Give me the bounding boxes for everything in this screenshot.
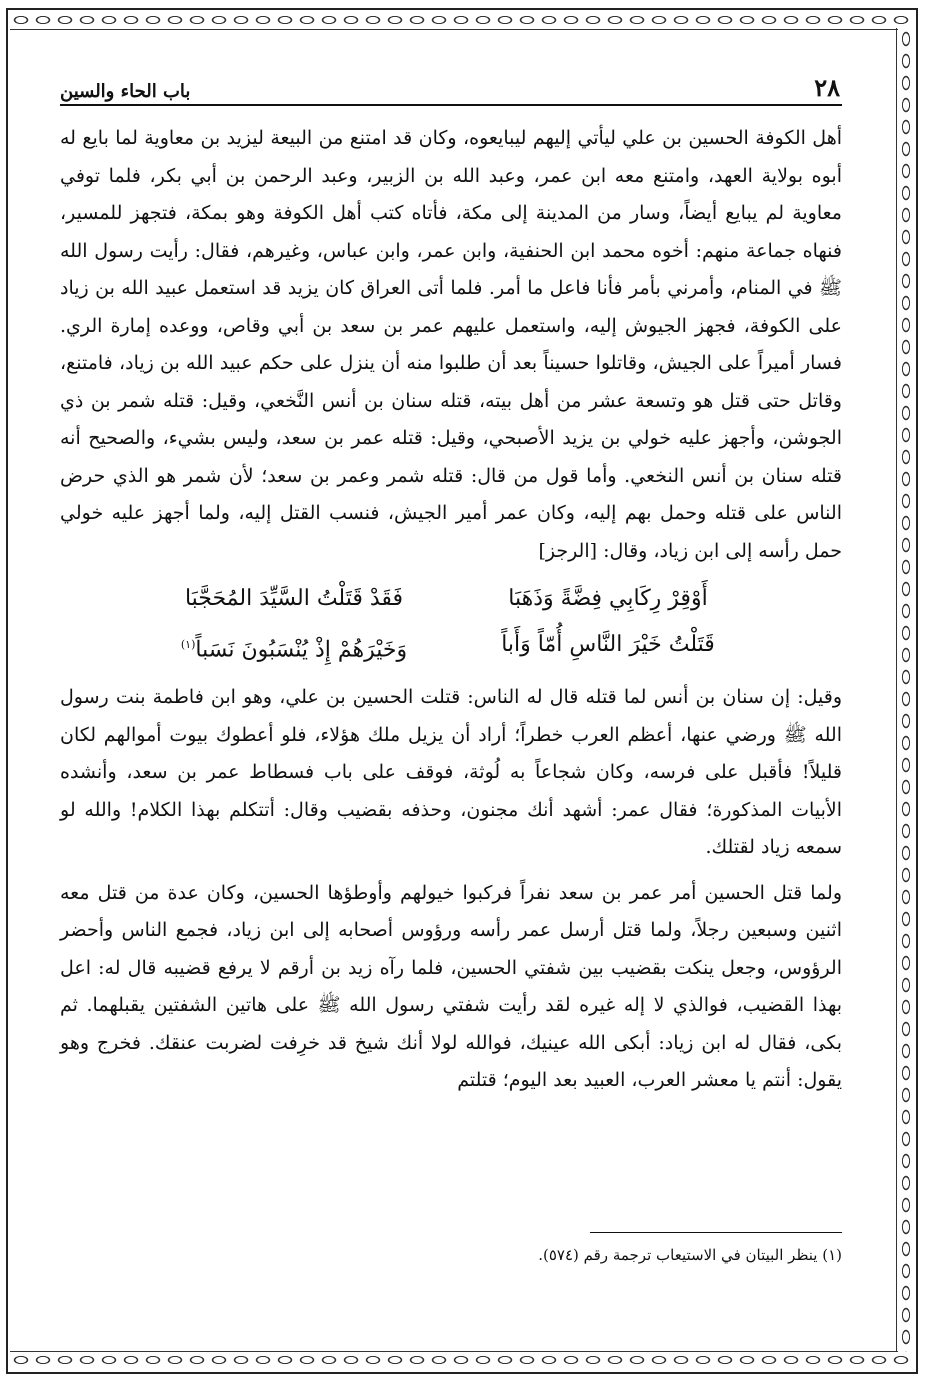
verse bbox=[60, 622, 842, 673]
verse bbox=[60, 576, 842, 622]
paragraph: ولما قتل الحسين أمر عمر بن سعد نفراً فركبوا خيولهم وأوطؤها الحسين، وكان عدة من قتل معه اثنين وسبعين رجلاً، ولما قتل أرسل عمر رأسه ورؤوس أصحابه إلى ابن زياد، فجمع الناس وأحضر الرؤوس، وجعل ينكت بقضيب بين شفتي الحسين، فلما رآه زيد بن أرقم لا يرفع قضيبه قال له: اعل بهذا القضيب، فوالذي لا إله غيره لقد رأيت شفتي رسول الله ﷺ على هاتين الشفتين يقبلهما. ثم بكى، فقال له ابن زياد: أبكى الله عينيك، فوالله لولا أنك شيخ قد خرِفت لضربت عنقك. فخرج وهو يقول: أنتم يا معشر العرب، العبيد بعد اليوم؛ قتلتم bbox=[60, 881, 842, 1092]
border-inner-top bbox=[10, 29, 898, 30]
border-ornament-bottom bbox=[10, 1352, 914, 1368]
running-title: باب الحاء والسين bbox=[60, 81, 191, 102]
page-number: ٢٨ bbox=[814, 73, 840, 102]
verse-second-hemistich: وَخَيْرَهُمْ إِذْ يُنْسَبُونَ نَسَباً bbox=[195, 637, 408, 663]
border-inner-bottom bbox=[10, 1351, 898, 1352]
paragraph: وقيل: إن سنان بن أنس لما قتله قال له الناس: قتلت الحسين بن علي، وهو ابن فاطمة بنت رسول الله ﷺ ورضي عنها، أعظم العرب خطراً؛ أراد أن يزيل ملك هؤلاء، فلو أعطوك بيوت أموالهم لكان قليلاً! فأقبل على فرسه، وكان شجاعاً به لُوثة، فوقف على باب فسطاط عمر بن سعد، وأنشده الأبيات المذكورة؛ فقال عمر: أشهد أنك مجنون، وحذفه بقضيب وقال: أتتكلم بهذا الكلام! والله لو سمعه زياد لقتلك. bbox=[60, 686, 842, 859]
border-ornament-right bbox=[898, 28, 914, 1352]
verse-second-hemistich-wrap bbox=[159, 622, 429, 673]
paragraph-gap bbox=[60, 867, 842, 875]
verse-first-hemistich: قَتَلْتُ خَيْرَ النَّاسِ أُمّاً وَأَباً bbox=[501, 632, 715, 657]
border-inner-line bbox=[896, 28, 897, 1352]
main-text bbox=[60, 120, 842, 1100]
header-rule bbox=[60, 104, 842, 106]
footnote-rule bbox=[590, 1232, 842, 1233]
footnote: (١) ينظر البيتان في الاستيعاب ترجمة رقم (٥٧٤). bbox=[538, 1246, 842, 1264]
verse-first-hemistich: أَوْقِرْ رِكَابِي فِضَّةً وَذَهَبَا bbox=[508, 586, 708, 611]
footnote-marker[interactable]: (١) bbox=[180, 638, 196, 651]
border-ornament-top bbox=[10, 12, 914, 28]
page-header bbox=[60, 70, 840, 102]
verse-second-hemistich: فَقَدْ قَتَلْتُ السَّيِّدَ المُحَجَّبَا bbox=[184, 586, 404, 611]
poem bbox=[60, 576, 842, 673]
paragraph: أهل الكوفة الحسين بن علي ليأتي إليهم ليبايعوه، وكان قد امتنع من البيعة ليزيد بن معاوية لما بايع له أبوه بولاية العهد، وامتنع معه ابن عمر، وعبد الله بن الزبير، وعبد الرحمن بن أبي بكر، فلما توفي معاوية لم يبايع أيضاً، وسار من المدينة إلى مكة، فأتاه كتب أهل الكوفة وهو بمكة، فتجهز للمسير، فنهاه جماعة منهم: أخوه محمد ابن الحنفية، وابن عمر، وابن عباس، وغيرهم، فقال: رأيت رسول الله ﷺ في المنام، وأمرني بأمر فأنا فاعل ما أمر. فلما أتى العراق كان يزيد قد استعمل عبيد الله بن زياد على الكوفة، فجهز الجيوش إليه، واستعمل عليهم عمر بن سعد بن أبي وقاص، ووعده إمارة الري. فسار أميراً على الجيش، وقاتلوا حسيناً بعد أن طلبوا منه أن ينزل على حكم عبيد الله بن زياد، فامتنع، وقاتل حتى قتل هو وتسعة عشر من أهل بيته، قتله سنان بن أنس النَّخعي، وقيل: قتله شمر بن ذي الجوشن، وأجهز عليه خولي بن يزيد الأصبحي، وقيل: قتله عمر بن سعد، وليس بشيء، والصحيح أنه قتله سنان بن أنس النخعي. وأما قول من قال: قتله شمر وعمر بن سعد؛ لأن شمر هو الذي حرض الناس على قتله وحمل بهم إليه، وكان عمر أمير الجيش، فنسب القتل إليه، ولما أجهز عليه خولي حمل رأسه إلى ابن زياد، وقال: [الرجز] bbox=[60, 127, 842, 562]
